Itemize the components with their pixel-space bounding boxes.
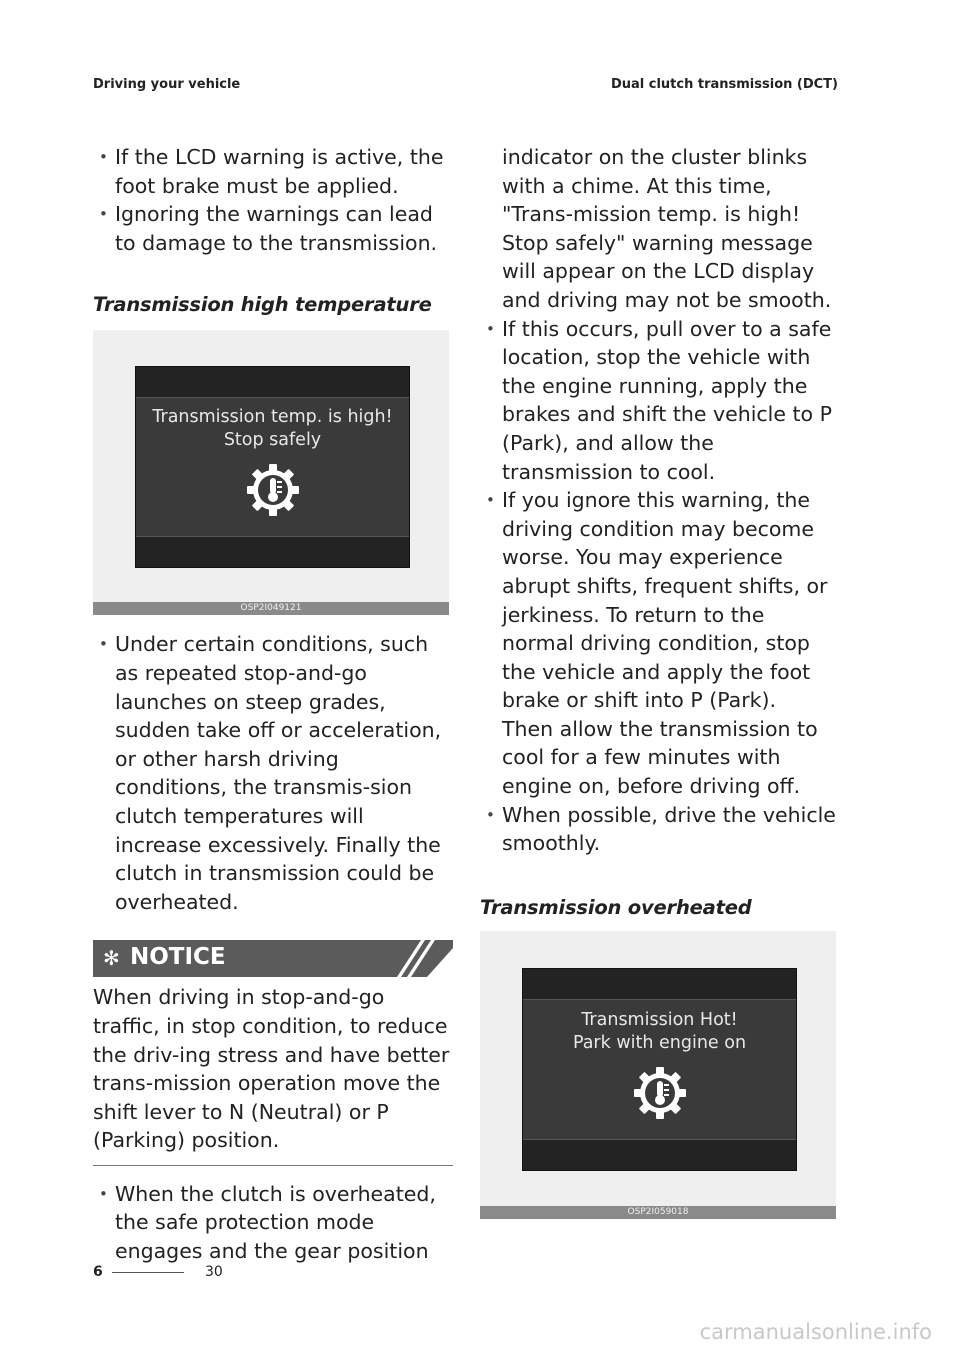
list-item-text: • If you ignore this warning, the driving condition may become worse. You may experience abrupt shifts, frequent shifts, or jerkiness. To return to the normal driving condition, stop the vehicle and apply the foot brake or shift into P (Park).	[502, 488, 828, 713]
lcd-message-line1: Transmission Hot!	[581, 1009, 738, 1030]
notice-stripes-decoration	[387, 940, 453, 977]
running-header-chapter: Dual clutch transmission (DCT)	[610, 77, 838, 92]
list-item-text-cont: Then allow the transmission to cool for a few minutes with engine on, before driving off.	[502, 716, 818, 799]
bullet-list-mid	[93, 630, 453, 916]
list-item: • When possible, drive the vehicle smoothly.	[480, 801, 840, 858]
list-item	[480, 486, 840, 801]
notice-label: NOTICE	[130, 944, 226, 971]
lcd-top-bar	[523, 969, 796, 1000]
list-item: • If this occurs, pull over to a safe location, stop the vehicle with the engine running, apply the brakes and shift the vehicle to P (Park), and allow the transmission to cool.	[480, 315, 840, 487]
lcd-bottom-bar	[136, 536, 409, 567]
list-item: • When the clutch is overheated, the safe protection mode engages and the gear position	[93, 1180, 453, 1266]
left-column	[93, 143, 453, 1266]
figure-high-temp	[93, 330, 449, 615]
footer-rule	[112, 1272, 184, 1273]
figure-code: OSP2I059018	[480, 1206, 836, 1219]
notice-end-rule	[93, 1165, 453, 1166]
list-item: • If the LCD warning is active, the foot brake must be applied.	[93, 143, 453, 200]
footer-section-number: 6	[93, 1264, 103, 1280]
watermark: carmanualsonline.info	[699, 1320, 932, 1344]
right-column	[480, 143, 840, 1219]
figure-code: OSP2I049121	[93, 602, 449, 615]
bullet-list-right	[480, 315, 840, 858]
list-item: • Under certain conditions, such as repeated stop-and-go launches on steep grades, sudden take off or acceleration, or other harsh driving conditions, the transmis-sion clutch temperatures will increase excessively. Finally the clutch in transmission could be overheated.	[93, 630, 453, 916]
lcd-message-line2: Stop safely	[223, 430, 322, 451]
footer-page-number: 30	[205, 1264, 223, 1280]
gear-thermometer-icon	[632, 1065, 688, 1121]
list-item: • Ignoring the warnings can lead to damage to the transmission.	[93, 200, 453, 257]
notice-banner	[93, 940, 453, 977]
running-header-section: Driving your vehicle	[93, 77, 241, 92]
section-heading-high-temp: Transmission high temperature	[93, 293, 432, 317]
notice-body: When driving in stop-and-go traffic, in stop condition, to reduce the driv-ing stress and have better trans-mission operation move the shift lever to N (Neutral) or P (Parking) position.	[93, 985, 450, 1153]
lcd-message-line2: Park with engine on	[572, 1032, 747, 1053]
gear-thermometer-icon	[245, 462, 301, 518]
lcd-bottom-bar	[523, 1139, 796, 1170]
continued-paragraph: indicator on the cluster blinks with a chime. At this time, "Trans-mission temp. is high! Stop safely" warning message will appear on the LCD display and driving may not be smooth.	[502, 145, 832, 312]
lcd-message-line1: Transmission temp. is high!	[152, 407, 393, 428]
bullet-list-top	[93, 143, 453, 257]
bullet-list-bottom	[93, 1180, 453, 1266]
lcd-display	[135, 366, 410, 568]
section-heading-overheated: Transmission overheated	[480, 895, 752, 919]
lcd-display	[522, 968, 797, 1171]
notice-asterisk-icon: ✻	[103, 946, 120, 971]
figure-overheated	[480, 931, 836, 1219]
lcd-top-bar	[136, 367, 409, 398]
